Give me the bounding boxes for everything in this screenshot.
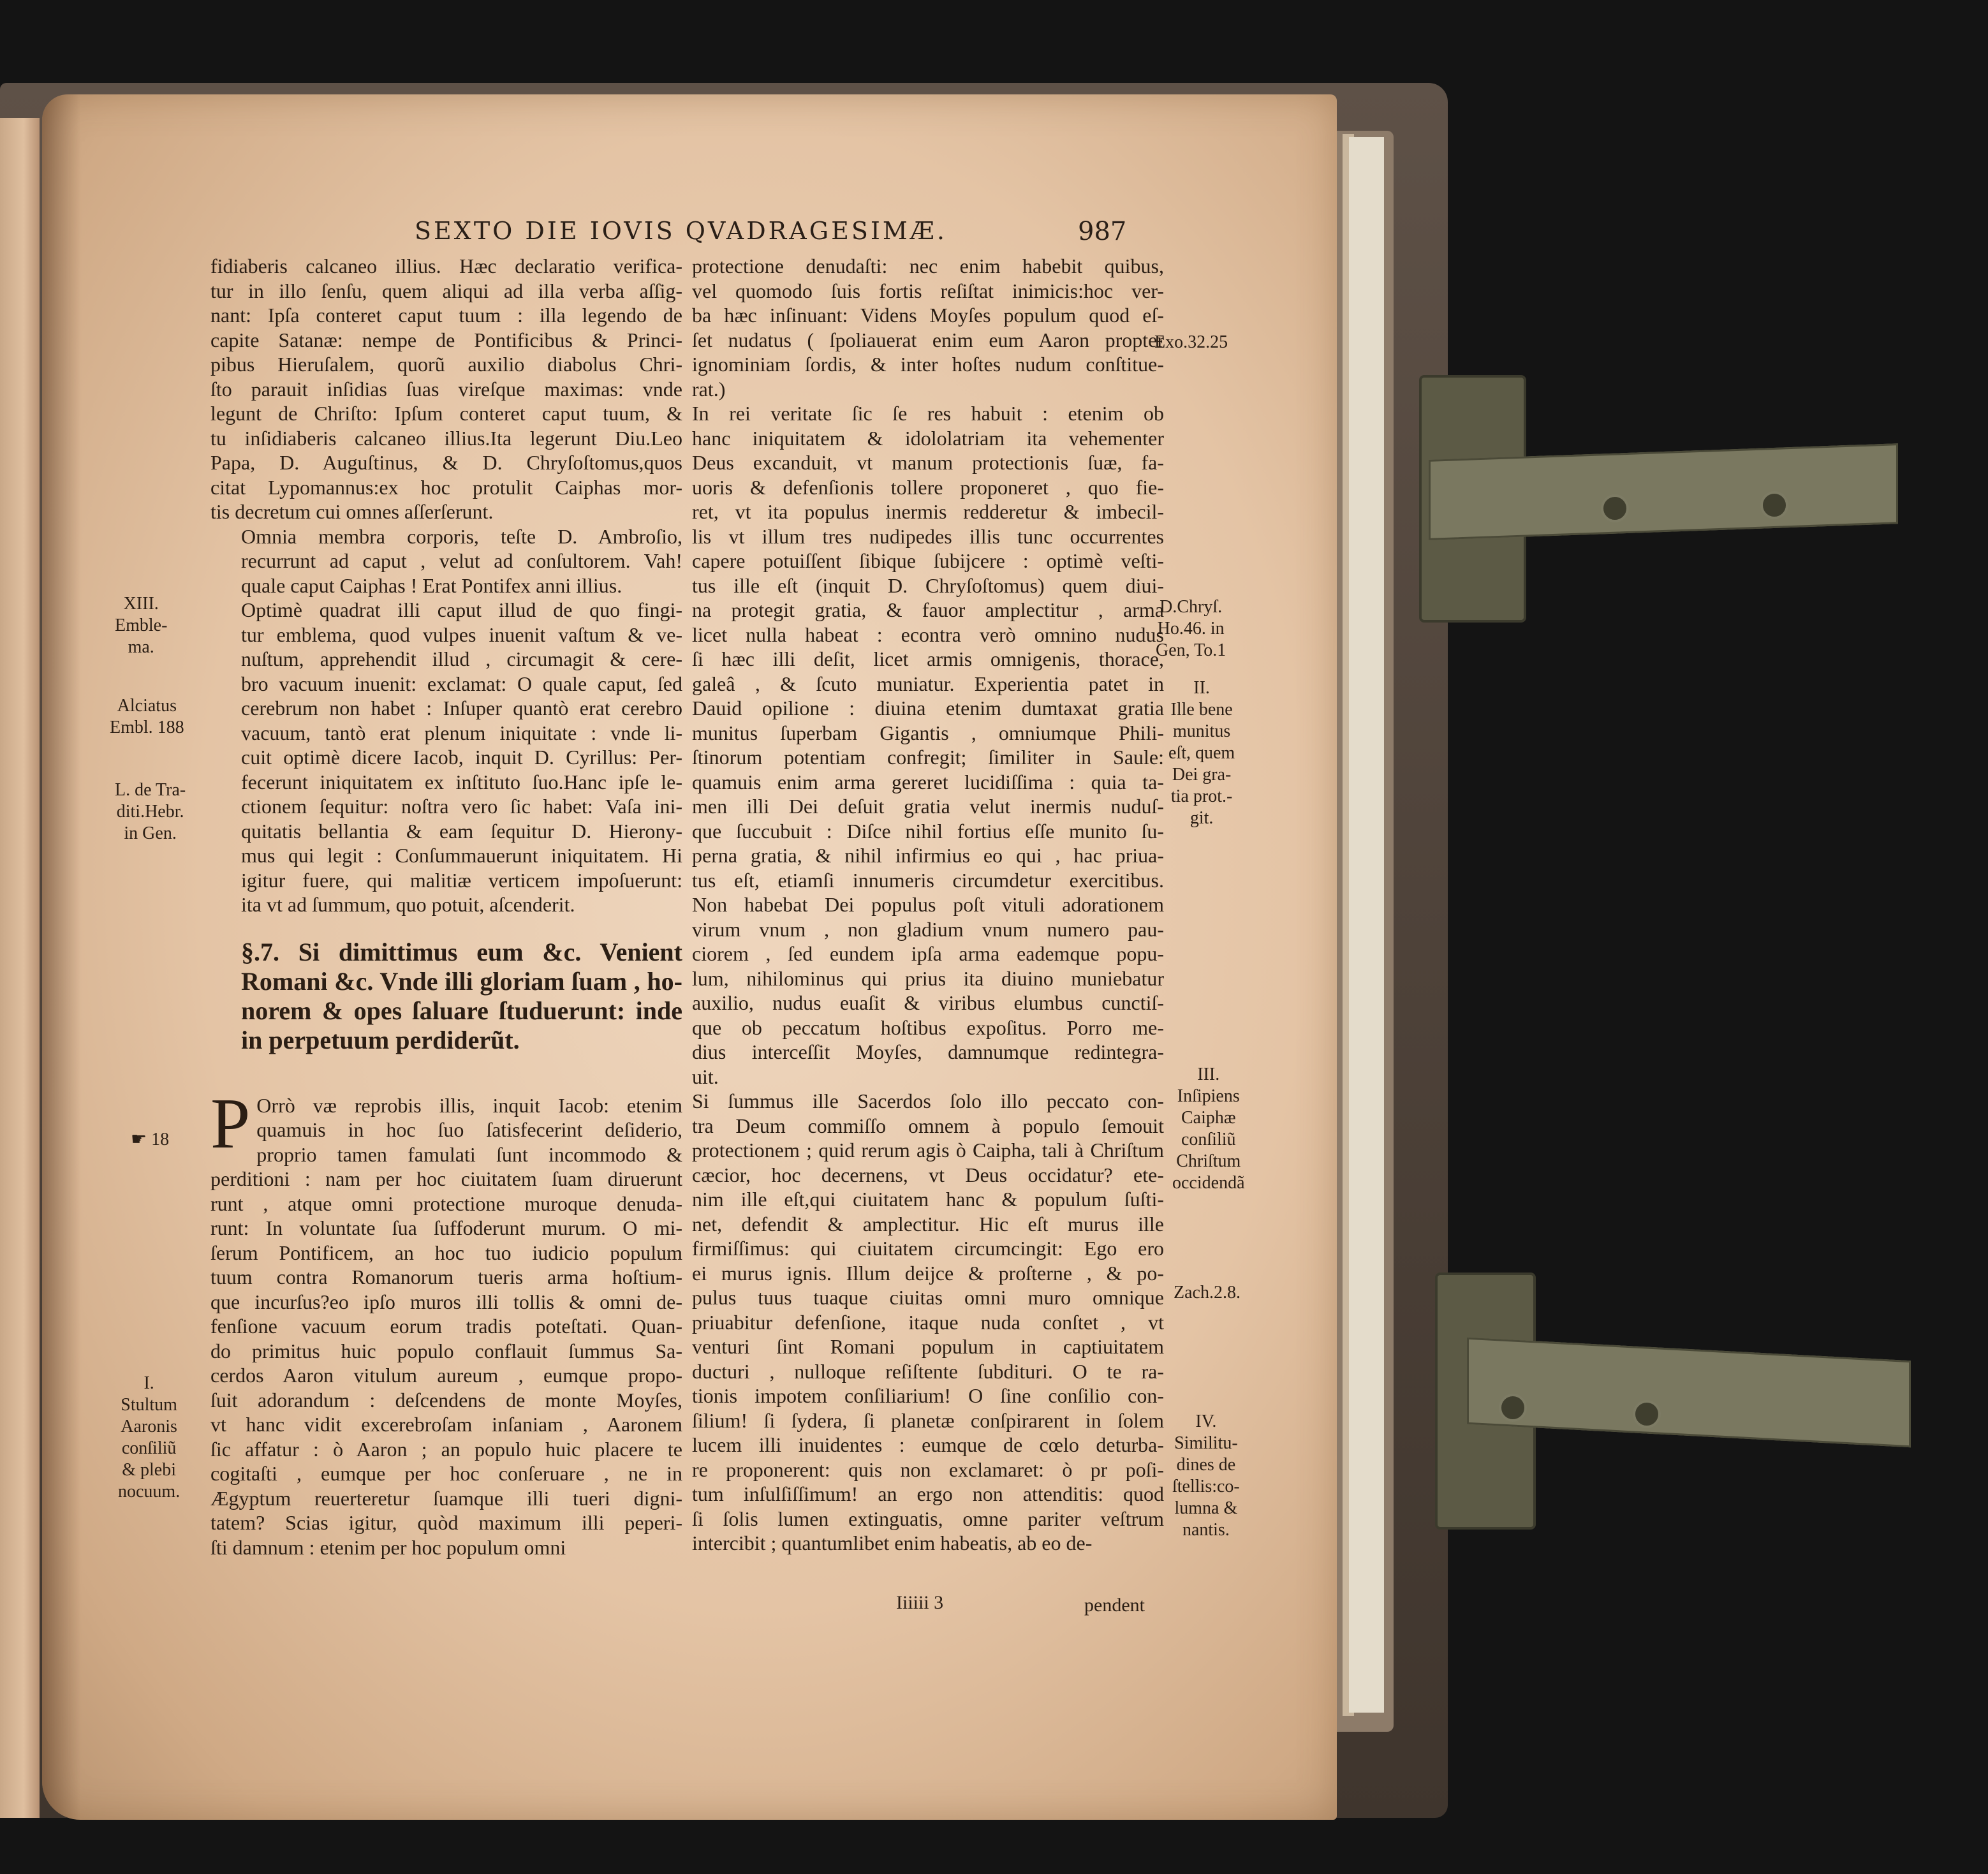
- text-line: tionis impotem conſiliarium! O ſine conſilio con-: [692, 1384, 1164, 1407]
- text-line: cuit optimè dicere Iacob, inquit D. Cyrillus: Per-: [241, 746, 682, 769]
- text-line: tur emblema, quod vulpes inuenit vaſtum & ve-: [241, 623, 682, 646]
- drop-cap: P: [210, 1084, 251, 1163]
- right-paragraph-2: [692, 401, 1164, 1089]
- text-line: protectionem ; quid rerum agis ò Caipha, tali à Chriſtum: [692, 1139, 1164, 1162]
- margin-note-hand-18: ☛ 18: [131, 1130, 170, 1149]
- text-line: tatem? Scias igitur, quòd maximum illi peperi-: [210, 1511, 682, 1534]
- text-line: recurrunt ad caput , velut ad conſultorem. Vah!: [241, 549, 682, 572]
- left-page-edge: [0, 118, 40, 1818]
- text-line: ſerum Pontificem, an hoc tuo iudicio populum: [210, 1241, 682, 1264]
- text-line: perna gratia, & nihil infirmius eo qui , hac priua-: [692, 844, 1164, 867]
- text-line: ctionem ſequitur: noſtra vero ſic habet: Vaſa ini-: [241, 795, 682, 818]
- text-line: do primitus huic populo conflauit ſummus Sa-: [210, 1339, 682, 1362]
- text-line: que ob peccatum hoſtibus expoſitus. Porro me-: [692, 1015, 1164, 1039]
- text-line: fidiaberis calcaneo illius. Hæc declaratio verifica-: [210, 255, 682, 277]
- clasp-upper-rivet-2: [1760, 491, 1788, 519]
- text-line: ret, vt ita populus inermis redderetur & imbecil-: [692, 500, 1164, 523]
- text-line: virum vnum , non gladium vnum numero pau-: [692, 917, 1164, 941]
- text-line: perditioni : nam per hoc ciuitatem ſuam diruerunt: [210, 1167, 682, 1190]
- margin-note-i-stultum: I. Stultum Aaronis conſiliũ & plebi nocuum.: [118, 1373, 180, 1501]
- text-line: auxilio, nudus euaſit & viribus elumbus cunctiſ-: [692, 991, 1164, 1014]
- text-line: ſto parauit inſidias ſuas vireſque maximas: vnde: [210, 377, 682, 401]
- text-line: quitatis bellantia & eam ſequitur D. Hierony-: [241, 819, 682, 843]
- text-line: ignominiam ſordis, & inter hoſtes nudum conſtitue-: [692, 353, 1164, 376]
- text-line: uoris & defenſionis tollere proponeret , quo fie-: [692, 475, 1164, 499]
- text-line: dius interceſſit Moyſes, damnumque redintegra-: [692, 1040, 1164, 1063]
- text-line: tra Deum commiſſo omnem à populo ſemouit: [692, 1114, 1164, 1137]
- right-column: [692, 254, 1164, 1556]
- text-line: priuabitur defenſione, itaque nuda conſtet , vt: [692, 1310, 1164, 1334]
- text-line: tus eſt, etiamſi innumeris circumdetur exercitibus.: [692, 868, 1164, 892]
- text-line: lum, nihilominus qui prius ita diuino muniebatur: [692, 966, 1164, 990]
- text-line: vel quomodo ſuis fortis reſiſtat inimicis:hoc ver-: [692, 279, 1164, 302]
- text-line: Non habebat Dei populus poſt vituli adorationem: [692, 893, 1164, 916]
- text-line: cerdos Aaron vitulum aureum , eumque propo-: [210, 1364, 682, 1387]
- text-line: proprio tamen famulati ſunt incommodo &: [256, 1142, 682, 1166]
- clasp-lower-rivet-1: [1499, 1394, 1527, 1422]
- text-line: Orrò væ reprobis illis, inquit Iacob: etenim: [256, 1093, 682, 1117]
- text-line: ſic affatur : ò Aaron ; an populo huic placere te: [210, 1437, 682, 1461]
- page-number: 987: [1078, 217, 1127, 246]
- margin-note-iii: III. Inſipiens Caiphæ conſiliũ Chriſtum occidendã: [1172, 1065, 1245, 1193]
- margin-note-ii: II. Ille bene munitus eſt, quem Dei gra- tia prot.- git.: [1168, 678, 1235, 828]
- margin-note-xiii: XIII. Emble- ma.: [115, 594, 168, 657]
- text-line: tus ille eſt (inquit D. Chryſoſtomus) quem diui-: [692, 573, 1164, 597]
- text-line: Ægyptum reuerteretur ſuamque illi tueri digni-: [210, 1486, 682, 1510]
- left-paragraph-3: [210, 598, 682, 917]
- text-line: net, defendit & amplectitur. Hic eſt murus ille: [692, 1212, 1164, 1236]
- margin-note-de-tradit: L. de Tra- diti.Hebr. in Gen.: [115, 780, 186, 843]
- text-line: cerebrum non habet : Inſuper quantò erat cerebro: [241, 697, 682, 719]
- clasp-upper-rivet-1: [1601, 494, 1629, 522]
- text-line: que incurſus?eo ipſo muros illi tollis & omni de-: [210, 1290, 682, 1313]
- text-line: mus qui legit : Conſummauerunt iniquitatem. Hi: [241, 844, 682, 867]
- text-line: hanc iniquitatem & idololatriam ita vehementer: [692, 426, 1164, 450]
- text-line: vt hanc vidit excerebroſam inſaniam , Aaronem: [210, 1413, 682, 1436]
- text-line: protectione denudaſti: nec enim habebit quibus,: [692, 255, 1164, 277]
- left-paragraph-2: [210, 524, 682, 598]
- text-line: uit.: [692, 1065, 719, 1088]
- margin-note-alciatus: Alciatus Embl. 188: [110, 696, 184, 737]
- margin-note-iv: IV. Similitu- dines de ſtellis:co- lumna & nantis.: [1172, 1412, 1240, 1540]
- left-column: [210, 254, 682, 1560]
- text-line: cogitaſti , eumque per hoc conſeruare , ne in: [210, 1462, 682, 1485]
- text-line: nuſtum, apprehendit illud , circumagit & cere-: [241, 647, 682, 670]
- text-line: tu inſidiaberis calcaneo illius.Ita legerunt Diu.Leo: [210, 426, 682, 450]
- text-line: ſti damnum : etenim per hoc populum omni: [210, 1535, 566, 1559]
- text-line: ſtinorum potentiam confregit; ſimiliter in Saule:: [692, 746, 1164, 769]
- text-line: lis vt illum tres nudipedes illis tunc occurrentes: [692, 524, 1164, 548]
- text-line: ei murus ignis. Illum deijce & proſterne , & po-: [692, 1261, 1164, 1285]
- text-line: ſilium! ſi ſydera, ſi planetæ conſpirarent in ſolem: [692, 1408, 1164, 1432]
- text-line: Deus excanduit, vt manum protectionis ſuæ, fa-: [692, 451, 1164, 474]
- text-line: tuum contra Romanorum tueris arma hoſtium-: [210, 1265, 682, 1288]
- text-line: runt: In voluntate ſua ſuffoderunt murum. O mi-: [210, 1216, 682, 1239]
- text-line: nant: Ipſa conteret caput tuum : illa legendo de: [210, 304, 682, 327]
- clasp-lower-rivet-2: [1633, 1400, 1661, 1428]
- text-line: munitus ſuperbam Gigantis , omniumque Phili-: [692, 721, 1164, 744]
- text-line: Papa, D. Auguſtinus, & D. Chryſoſtomus,quos: [210, 451, 682, 474]
- text-line: tis decretum cui omnes aſſerſerunt.: [210, 500, 494, 523]
- text-line: nim ille eſt,qui ciuitatem hanc & populum ſuſti-: [692, 1188, 1164, 1211]
- section-heading: [210, 938, 682, 1055]
- text-line: ſuit adorandum : deſcendens de monte Moyſes,: [210, 1388, 682, 1412]
- text-line: rat.): [692, 377, 726, 401]
- text-line: pibus Hieruſalem, quorũ auxilio diabolus Chri-: [210, 353, 682, 376]
- text-line: pulus tuus tuaque ciuitas omni muro omnique: [692, 1286, 1164, 1309]
- section-heading-text: §.7. Si dimittimus eum &c. Venient Romani &c. Vnde illi gloriam ſuam , ho- norem & opes ſaluare ſtuduerunt: inde in perpetuum perdiderũt.: [241, 937, 682, 1054]
- page-block-edge-light: [1349, 137, 1384, 1713]
- text-line: ba hæc inſinuant: Videns Moyſes populum quod eſ-: [692, 304, 1164, 327]
- text-line: firmiſſimus: qui ciuitatem circumcingit: Ego ero: [692, 1237, 1164, 1260]
- text-line: lucem illi inuidentes : eumque de cœlo deturba-: [692, 1433, 1164, 1456]
- text-line: Dauid opilione : diuina etenim dumtaxat gratia: [692, 697, 1164, 719]
- text-line: Omnia membra corporis, teſte D. Ambroſio,: [241, 524, 682, 548]
- text-line: citat Lypomannus:ex hoc protulit Caiphas mor-: [210, 475, 682, 499]
- text-line: ita vt ad ſummum, quo potuit, aſcenderit.: [241, 893, 575, 916]
- text-line: intercibit ; quantumlibet enim habeatis, ab eo de-: [692, 1531, 1093, 1554]
- margin-note-exo: Exo.32.25: [1154, 332, 1228, 352]
- text-line: re proponerent: quis non exclamaret: ò pr poſi-: [692, 1457, 1164, 1481]
- text-line: fenſione vacuum eorum tradis poteſtati. Quan-: [210, 1315, 682, 1338]
- text-line: bro vacuum inuenit: exclamat: O quale caput, ſed: [241, 672, 682, 695]
- text-line: igitur fuere, qui malitiæ verticem impoſuerunt:: [241, 868, 682, 892]
- margin-note-zach: Zach.2.8.: [1174, 1283, 1241, 1302]
- left-paragraph-4: [210, 1084, 682, 1560]
- gutter-shadow: [42, 94, 80, 1820]
- text-line: ducturi , nulloque reſiſtente ſubdituri. O te ra-: [692, 1359, 1164, 1383]
- text-line: ſi ſolis lumen extinguatis, omne pariter veſtrum: [692, 1507, 1164, 1530]
- text-line: tum inſulſiſſimum! an ergo non attenditis: quod: [692, 1482, 1164, 1505]
- signature-mark: Iiiiii 3: [896, 1592, 944, 1613]
- left-paragraph-1: [210, 254, 682, 524]
- margin-note-chrys: D.Chryſ. Ho.46. in Gen, To.1: [1156, 597, 1226, 660]
- catchword: pendent: [1084, 1595, 1145, 1616]
- text-line: tur in illo ſenſu, quem aliqui ad illa verba aſſig-: [210, 279, 682, 302]
- text-line: capite Satanæ: nempe de Pontificibus & Princi-: [210, 328, 682, 351]
- text-line: Si ſummus ille Sacerdos ſolo illo peccato con-: [692, 1089, 1164, 1112]
- text-line: men illi Dei deſuit gratia velut inermis nuduſ-: [692, 795, 1164, 818]
- text-line: ſet nudatus ( ſpoliauerat enim eum Aaron propter: [692, 328, 1164, 351]
- text-line: legunt de Chriſto: Ipſum conteret caput tuum, &: [210, 402, 682, 425]
- text-line: cæcior, hoc decernens, vt Deus occidatur? ete-: [692, 1163, 1164, 1186]
- clasp-upper-strap: [1429, 443, 1898, 540]
- text-line: In rei veritate ſic ſe res habuit : etenim ob: [692, 402, 1164, 425]
- text-line: ciorem , ſed eundem ipſa arma eademque popu-: [692, 942, 1164, 965]
- text-line: quamuis enim arma gereret lucidiſſima : quia ta-: [692, 770, 1164, 793]
- text-line: licet nulla habeat : econtra verò omnino nudus: [692, 623, 1164, 646]
- text-line: quale caput Caiphas ! Erat Pontifex anni illius.: [241, 573, 622, 597]
- running-title: SEXTO DIE IOVIS QVADRAGESIMÆ.: [415, 217, 947, 245]
- right-paragraph-1: [692, 254, 1164, 401]
- text-line: runt , atque omni protectione muroque denuda-: [210, 1192, 682, 1215]
- text-line: fecerunt iniquitatem ex inſtituto ſuo.Hanc ipſe le-: [241, 770, 682, 793]
- text-line: na protegit gratia, & fauor amplectitur , arma: [692, 598, 1164, 621]
- text-line: ſi hæc illi deſit, licet armis omnigenis, thorace,: [692, 647, 1164, 670]
- text-line: galeâ , & ſcuto muniatur. Experientia patet in: [692, 672, 1164, 695]
- text-line: vacuum, tantò erat plenum iniquitate : vnde li-: [241, 721, 682, 744]
- text-line: quamuis in hoc ſuo ſatisfecerint deſiderio,: [256, 1118, 682, 1141]
- right-paragraph-3: [692, 1089, 1164, 1556]
- text-line: que ſuccubuit : Diſce nihil fortius eſſe munito ſu-: [692, 819, 1164, 843]
- text-line: Optimè quadrat illi caput illud de quo fingi-: [241, 598, 682, 621]
- text-line: venturi ſint Romani populum in captiuitatem: [692, 1335, 1164, 1358]
- text-line: capere potuiſſent ſibique ſubijcere : optimè veſti-: [692, 549, 1164, 572]
